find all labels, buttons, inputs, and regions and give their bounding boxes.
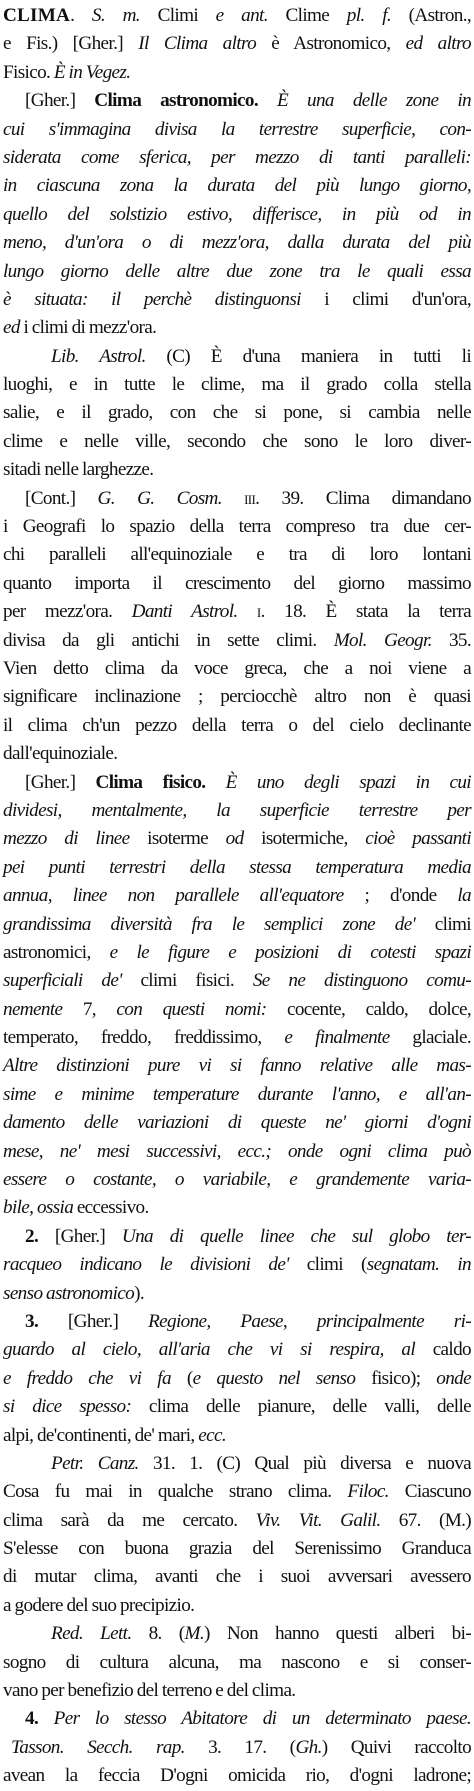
text-segment: cocente, caldo, dolce, (266, 998, 471, 1020)
text-line (3, 1365, 471, 1393)
text-line (3, 371, 471, 399)
text-segment: 3. 17. ( (184, 1736, 296, 1758)
text-segment: Vien detto clima da voce greca, che a noi viene a (3, 657, 471, 679)
text-segment: i climi di mezz'ora. (19, 317, 157, 339)
text-segment: iii. (221, 487, 282, 509)
text-segment: e le figure e posizioni di cotesti spazi (109, 941, 472, 963)
text-segment: Cosa fu mai in qualche strano clima. (3, 1481, 348, 1503)
text-segment: Ciascuno (388, 1481, 471, 1503)
text-segment: 8. ( (131, 1623, 185, 1645)
text-segment: Gh. (295, 1736, 322, 1758)
text-segment: 2. (25, 1225, 55, 1247)
text-segment: annua, linee non parallele all'equatore (3, 885, 344, 907)
text-segment: (Astron., (391, 5, 472, 26)
text-segment: i climi d'un'ora, (300, 288, 471, 310)
text-segment: per mezz'ora. (3, 601, 132, 623)
text-segment: ecc. (198, 1424, 226, 1446)
text-segment: Clima fisico. (95, 771, 206, 793)
text-segment: S'elesse con buona grazia del Serenissimo Granduca (3, 1538, 471, 1560)
text-segment: Viv. Vit. Galil. (255, 1509, 381, 1531)
text-segment: 18. È stata la terra (284, 601, 472, 623)
text-line (3, 1705, 471, 1733)
text-segment: bile, ossia (3, 1197, 74, 1219)
text-segment: ) Quivi raccolto (321, 1736, 472, 1758)
text-segment: lungo giorno delle altre due zone tra le quali essa (3, 260, 471, 282)
text-line (3, 1308, 471, 1336)
text-segment: ). (134, 1282, 145, 1304)
text-segment: 31. 1. (C) Qual più diversa e nuova (138, 1452, 471, 1474)
text-segment: 4. (25, 1708, 54, 1730)
text-line (3, 116, 471, 144)
text-line (3, 1081, 471, 1109)
text-line (3, 1194, 471, 1222)
text-line (3, 428, 471, 456)
text-segment: caldo (415, 1339, 471, 1361)
text-segment: dall'equinoziale. (3, 743, 118, 765)
text-segment: glaciale. (389, 1027, 471, 1049)
text-line (3, 172, 471, 200)
text-segment: meno, d'un'ora o di mezz'ora, dalla durata del più (3, 232, 471, 254)
text-segment: Il Clima altro (138, 33, 257, 55)
text-segment: Fisico. (3, 61, 54, 83)
text-line (3, 939, 471, 967)
text-segment: vano per benefizio del terreno e del clima. (3, 1680, 296, 1702)
text-segment: mese, ne' mesi successivi, ecc.; onde ogni clima può (3, 1140, 471, 1162)
text-segment: [Gher.] (25, 90, 95, 112)
text-segment: È uno degli spazi in cui (205, 771, 471, 793)
text-line (3, 854, 471, 882)
text-line (3, 1563, 471, 1591)
text-segment: e ant. (215, 5, 268, 26)
text-segment: quello del solstizio estivo, differisce, in più od in (3, 203, 471, 225)
text-line (3, 1166, 471, 1194)
text-segment: Altre distinzioni pure vi si fanno relative alle mas- (3, 1055, 471, 1077)
text-line (3, 343, 471, 371)
text-segment: ) Non hanno questi alberi bi- (204, 1623, 471, 1645)
text-line (3, 1592, 471, 1620)
text-segment: clima sarà da me cercato. (3, 1509, 256, 1531)
text-segment: [Gher.] (54, 1225, 122, 1247)
text-line (3, 712, 471, 740)
dictionary-entry-clima (3, 2, 472, 1787)
text-line (3, 485, 471, 513)
text-segment: i Geografi lo spazio della terra compreso tra due cer- (3, 516, 471, 538)
text-segment: temperato, freddo, freddissimo, (3, 1027, 285, 1049)
text-line (3, 2, 471, 30)
text-line (3, 967, 471, 995)
text-line (3, 144, 471, 172)
text-segment: guardo al cielo, all'aria che vi si respira, al (3, 1339, 415, 1361)
text-segment: Se ne distinguono comu- (252, 970, 471, 992)
text-line (3, 314, 471, 342)
text-segment: damento delle variazioni di queste ne' giorni d'ogni (3, 1112, 471, 1134)
text-segment: [Gher.] (25, 771, 96, 793)
text-segment: in ciascuna zona la durata del più lungo giorno, (3, 175, 471, 197)
text-segment: il clima ch'un pezzo della terra o del cielo declinante (3, 714, 471, 736)
text-line (3, 456, 471, 484)
text-line (3, 1535, 471, 1563)
text-segment: climi fisici. (121, 970, 253, 992)
text-segment: 39. Clima dimandano (281, 487, 472, 509)
text-segment: 7, (62, 998, 117, 1020)
text-segment: Per lo stesso Abitatore di un determinato paese. (53, 1708, 471, 1730)
text-line (3, 229, 471, 257)
text-segment: È una delle zone in (258, 90, 471, 112)
text-segment: . (70, 5, 92, 26)
text-segment: con questi nomi: (116, 998, 267, 1020)
text-segment: siderata come sferica, per mezzo di tanti paralleli: (3, 146, 471, 168)
text-segment: è situata: il perchè distinguonsi (3, 288, 301, 310)
text-segment: grandissima diversità fra le semplici zone de' (3, 913, 416, 935)
text-line (3, 1649, 471, 1677)
text-segment: [Cont.] (25, 487, 98, 509)
text-segment: luoghi, e in tutte le clime, ma il grado colla stella (3, 374, 471, 396)
text-segment: onde (436, 1367, 471, 1389)
text-line (3, 541, 471, 569)
text-segment: sime e minime temperature durante l'anno, e all'an- (3, 1083, 471, 1105)
text-segment: i. (237, 601, 285, 623)
text-line (3, 1393, 471, 1421)
text-line (3, 1251, 471, 1279)
text-segment: quanto importa il crescimento del giorno massimo (3, 572, 471, 594)
text-segment: fisico); (355, 1367, 437, 1389)
text-line (3, 1762, 471, 1790)
text-line (3, 1138, 471, 1166)
text-segment: (C) È d'una maniera in tutti li (145, 345, 472, 367)
text-segment: ed altro (405, 33, 472, 55)
text-line (3, 740, 471, 768)
text-line (3, 87, 471, 115)
text-segment: [Gher.] (67, 1310, 149, 1332)
text-line (3, 1052, 471, 1080)
text-segment: Clime (267, 5, 347, 26)
text-segment: S. m. (91, 5, 140, 26)
text-segment: e freddo che vi fa (3, 1367, 171, 1389)
text-segment: di mutar clima, avanti che i suoi avversari avessero (3, 1566, 471, 1588)
text-segment: 67. (M.) (380, 1509, 471, 1531)
text-segment: Petr. Canz. (51, 1452, 139, 1474)
text-line (3, 1620, 471, 1648)
text-segment: È in Vegez. (53, 61, 131, 83)
text-line (3, 797, 471, 825)
text-segment: sogno di cultura alcuna, ma nascono e si conser- (3, 1651, 471, 1673)
text-segment: M. (184, 1623, 205, 1645)
text-segment: e Fis.) [Gher.] (3, 33, 139, 55)
text-segment: clime e nelle ville, secondo che sono le loro diver- (3, 430, 471, 452)
text-segment: sitadi nelle larghezze. (3, 459, 154, 481)
text-line (3, 1734, 471, 1762)
text-segment: astronomici, (3, 941, 110, 963)
text-segment: e finalmente (284, 1027, 390, 1049)
text-line (3, 1478, 471, 1506)
text-segment: dividesi, mentalmente, la superficie terrestre per (3, 799, 471, 821)
text-segment: la (457, 885, 471, 907)
text-segment: 3. (25, 1310, 68, 1332)
text-segment: avean la feccia D'ogni omicida rio, d'ogni ladrone; (3, 1765, 471, 1787)
text-line (3, 513, 471, 541)
text-line (3, 1422, 471, 1450)
text-segment: chi paralleli all'equinoziale e tra di loro lontani (3, 544, 471, 566)
text-segment: G. G. Cosm. (97, 487, 222, 509)
text-segment: isoterme (129, 828, 226, 850)
text-line (3, 30, 471, 58)
text-segment: pl. f. (346, 5, 392, 26)
text-line (3, 201, 471, 229)
text-line (3, 882, 471, 910)
text-segment: 35. (431, 629, 471, 651)
text-segment: Mol. Geogr. (333, 629, 432, 651)
text-segment: a godere del suo precipizio. (3, 1594, 195, 1616)
text-line (3, 911, 471, 939)
headword: CLIMA (3, 5, 71, 26)
text-line (3, 598, 471, 626)
text-segment: Lib. Astrol. (51, 345, 146, 367)
text-line (3, 1223, 471, 1251)
text-segment: alpi, de'continenti, de' mari, (3, 1424, 199, 1446)
text-line (3, 683, 471, 711)
text-line (3, 570, 471, 598)
text-segment: clima delle pianure, delle valli, delle (131, 1396, 472, 1418)
text-segment: ; d'onde (343, 885, 458, 907)
text-segment: Clima astronomico. (94, 90, 259, 112)
text-segment: eccessivo. (73, 1197, 149, 1219)
text-segment: superficiali de' (3, 970, 122, 992)
text-segment: climi (415, 913, 471, 935)
text-line (3, 286, 471, 314)
text-segment: mezzo di linee (3, 828, 130, 850)
text-line (3, 1450, 471, 1478)
text-segment: cui s'immagina divisa la terrestre superficie, con- (3, 118, 471, 140)
text-segment: divisa da gli antichi in sette climi. (3, 629, 334, 651)
text-line (3, 825, 471, 853)
text-segment: cioè passanti (365, 828, 472, 850)
text-line (3, 1109, 471, 1137)
text-segment: significare inclinazione ; perciocchè altro non è quasi (3, 686, 471, 708)
text-line (3, 996, 471, 1024)
text-segment: segnatam. in (366, 1254, 472, 1276)
text-line (3, 1280, 471, 1308)
text-segment: è Astronomico, (256, 33, 406, 55)
text-segment: Filoc. (347, 1481, 389, 1503)
text-line (3, 59, 471, 87)
text-segment: essere o costante, o variabile, e grandemente varia- (3, 1169, 471, 1191)
text-segment: senso astronomico (3, 1282, 135, 1304)
text-line (3, 1677, 471, 1705)
text-segment: si dice spesso: (3, 1396, 132, 1418)
text-line (3, 627, 471, 655)
text-segment: ( (170, 1367, 193, 1389)
text-line (3, 655, 471, 683)
text-line (3, 258, 471, 286)
text-line (3, 1024, 471, 1052)
text-segment: climi ( (288, 1254, 367, 1276)
text-segment: od (225, 828, 244, 850)
text-segment: Danti Astrol. (131, 601, 238, 623)
text-segment: racqueo indicano le divisioni de' (3, 1254, 289, 1276)
text-segment: isotermiche, (243, 828, 366, 850)
text-line (3, 399, 471, 427)
text-segment: salie, e il grado, con che si pone, si cambia nelle (3, 402, 471, 424)
text-segment: pei punti terrestri della stessa temperatura media (3, 856, 471, 878)
text-segment: nemente (3, 998, 63, 1020)
text-segment: e questo nel senso (192, 1367, 356, 1389)
text-segment: ed (3, 317, 20, 339)
text-segment: Red. Lett. (51, 1623, 132, 1645)
text-segment: Regione, Paese, principalmente ri- (148, 1310, 471, 1332)
text-line (3, 1336, 471, 1364)
text-segment: Climi (139, 5, 216, 26)
text-segment: Una di quelle linee che sul globo ter- (121, 1225, 471, 1247)
text-line (3, 769, 471, 797)
text-line (3, 1507, 471, 1535)
text-segment: Tasson. Secch. rap. (11, 1736, 185, 1758)
